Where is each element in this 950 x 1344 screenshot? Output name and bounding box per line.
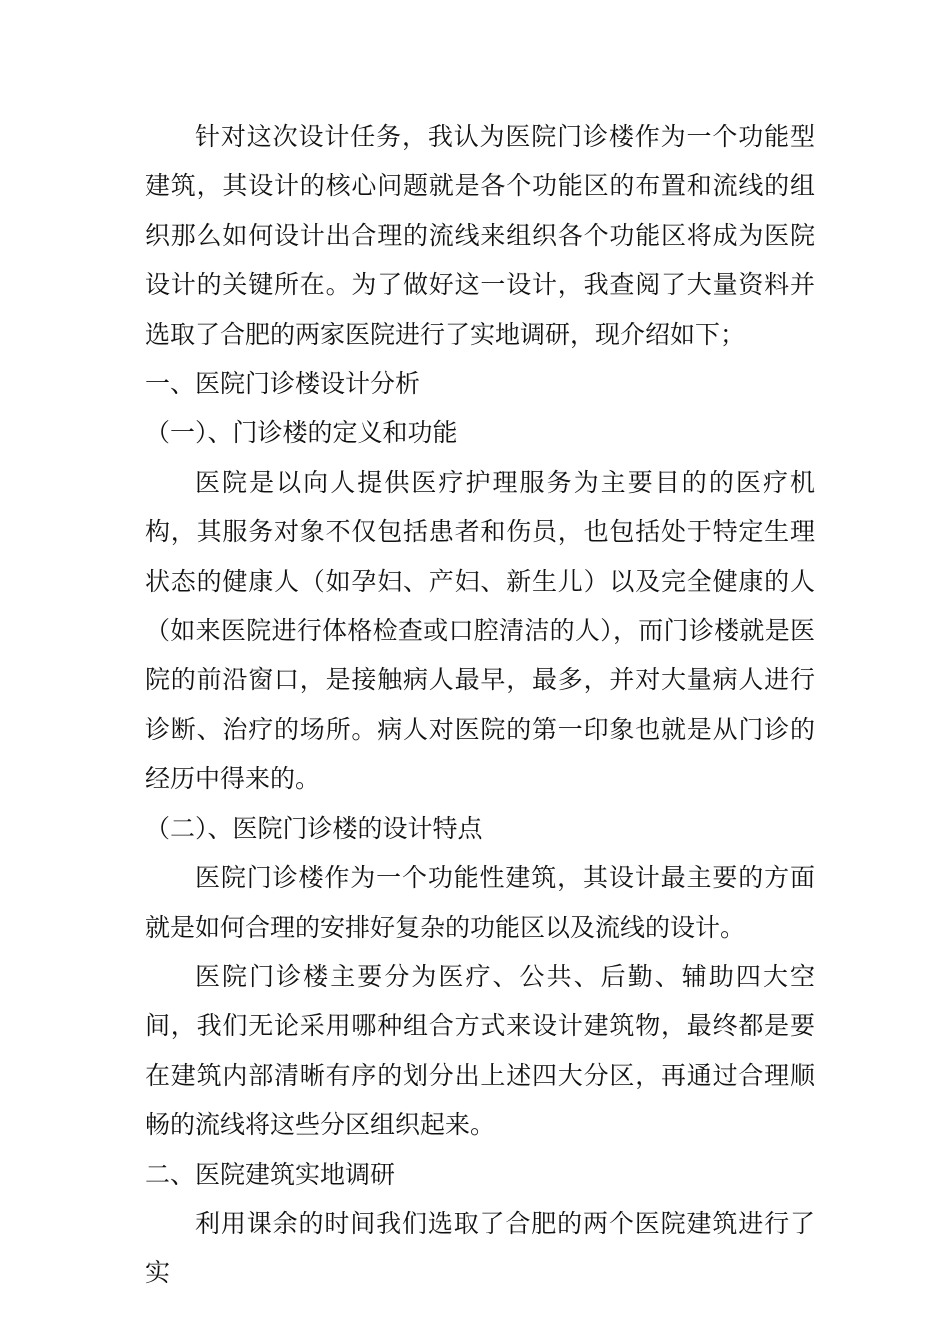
design-feature-paragraph: 医院门诊楼作为一个功能性建筑，其设计最主要的方面就是如何合理的安排好复杂的功能区以及流线的设计。 [145, 863, 815, 942]
definition-paragraph: 医院是以向人提供医疗护理服务为主要目的的医疗机构，其服务对象不仅包括患者和伤员，也包括处于特定生理状态的健康人（如孕妇、产妇、新生儿）以及完全健康的人（如来医院进行体格检查或口腔清洁的人），而门诊楼就是医院的前沿窗口，是接触病人最早，最多，并对大量病人进行诊断、治疗的场所。病人对医院的第一印象也就是从门诊的经历中得来的。 [145, 467, 815, 794]
section-heading-1: 一、医院门诊楼设计分析 [145, 369, 421, 399]
survey-paragraph: 利用课余的时间我们选取了合肥的两个医院建筑进行了实 [145, 1208, 815, 1288]
intro-paragraph: 针对这次设计任务，我认为医院门诊楼作为一个功能型建筑，其设计的核心问题就是各个功能区的布置和流线的组织那么如何设计出合理的流线来组织各个功能区将成为医院设计的关键所在。为了做好这一设计，我查阅了大量资料并选取了合肥的两家医院进行了实地调研，现介绍如下； [145, 122, 815, 349]
subsection-heading-1: （一）、门诊楼的定义和功能 [145, 418, 458, 448]
space-division-paragraph: 医院门诊楼主要分为医疗、公共、后勤、辅助四大空间，我们无论采用哪种组合方式来设计建筑物，最终都是要在建筑内部清晰有序的划分出上述四大分区，再通过合理顺畅的流线将这些分区组织起来。 [145, 961, 815, 1140]
section-heading-2: 二、医院建筑实地调研 [145, 1159, 396, 1189]
document-body [145, 112, 815, 1298]
subsection-heading-2: （二）、医院门诊楼的设计特点 [145, 813, 483, 843]
